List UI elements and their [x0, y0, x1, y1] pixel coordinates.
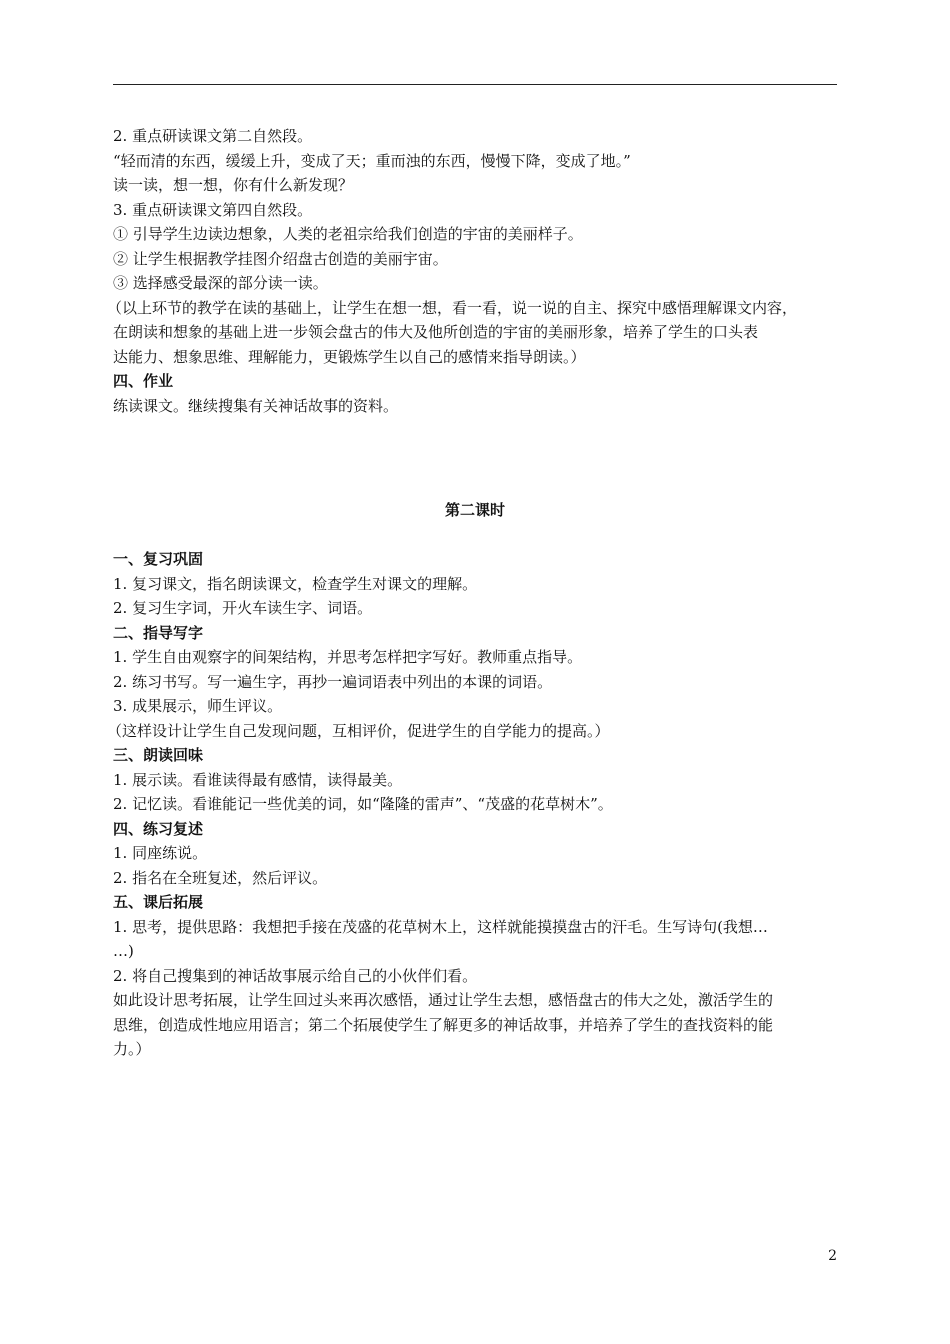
section-heading-writing: 二、指导写字 [113, 623, 204, 642]
list-item: 2. 将自己搜集到的神话故事展示给自己的小伙伴们看。 [113, 966, 478, 985]
list-item: ③ 选择感受最深的部分读一读。 [113, 274, 328, 292]
list-item: 1. 复习课文，指名朗读课文，检查学生对课文的理解。 [113, 574, 478, 593]
section-heading-extension: 五、课后拓展 [113, 893, 204, 911]
summary-line: 力。） [113, 1040, 151, 1058]
summary-line: 思维，创造成性地应用语言；第二个拓展使学生了解更多的神话故事，并培养了学生的查找资料的能 [113, 1015, 774, 1034]
list-item: 2. 练习书写。写一遍生字，再抄一遍词语表中列出的本课的词语。 [113, 672, 553, 691]
section-1 [107, 124, 837, 418]
lesson-title: 第二课时 [444, 501, 505, 519]
list-item: ② 让学生根据教学挂图介绍盘古创造的美丽宇宙。 [113, 249, 448, 268]
list-item-continuation: …) [113, 942, 134, 960]
page-number: 2 [828, 1248, 837, 1264]
text-line: 2. 重点研读课文第二自然段。 [113, 127, 313, 145]
list-item: ① 引导学生边读边想象，人类的老祖宗给我们创造的宇宙的美丽样子。 [113, 225, 583, 243]
note-line: （这样设计让学生自己发现问题，互相评价，促进学生的自学能力的提高。） [107, 721, 610, 740]
list-item: 2. 复习生字词，开火车读生字、词语。 [113, 599, 373, 617]
list-item: 1. 学生自由观察字的间架结构，并思考怎样把字写好。教师重点指导。 [113, 648, 583, 666]
text-line: 读一读，想一想，你有什么新发现？ [113, 176, 354, 194]
list-item: 3. 成果展示，师生评议。 [113, 697, 283, 715]
summary-line: 如此设计思考拓展，让学生回过头来再次感悟，通过让学生去想，感悟盘古的伟大之处，激活学生的 [113, 991, 774, 1009]
section-heading-retelling: 四、练习复述 [113, 819, 204, 838]
list-item: 1. 展示读。看谁读得最有感情，读得最美。 [113, 770, 403, 789]
list-item: 1. 同座练说。 [113, 844, 208, 862]
quote-line: “轻而清的东西，缓缓上升，变成了天；重而浊的东西，慢慢下降，变成了地。” [113, 151, 631, 170]
section-heading-reading: 三、朗读回味 [113, 746, 204, 764]
homework-text: 练读课文。继续搜集有关神话故事的资料。 [113, 396, 399, 415]
header-rule [113, 84, 837, 85]
note-line: 达能力、想象思维、理解能力，更锻炼学生以自己的感情来指导朗读。） [113, 347, 586, 366]
homework-heading: 四、作业 [113, 372, 174, 390]
section-heading-review: 一、复习巩固 [113, 550, 204, 568]
lesson-2-body [107, 547, 837, 1062]
list-item: 2. 记忆读。看谁能记一些优美的词，如“隆隆的雷声”、“茂盛的花草树木”。 [113, 795, 613, 813]
list-item: 1. 思考，提供思路：我想把手接在茂盛的花草树木上，这样就能摸摸盘古的汗毛。生写诗句(我想… [113, 917, 768, 936]
list-item: 2. 指名在全班复述，然后评议。 [113, 868, 328, 887]
text-line: 3. 重点研读课文第四自然段。 [113, 200, 313, 219]
note-line: 在朗读和想象的基础上进一步领会盘古的伟大及他所创造的宇宙的美丽形象，培养了学生的口头表 [113, 323, 759, 341]
note-line: （以上环节的教学在读的基础上，让学生在想一想，看一看，说一说的自主、探究中感悟理解课文内容， [107, 298, 798, 317]
